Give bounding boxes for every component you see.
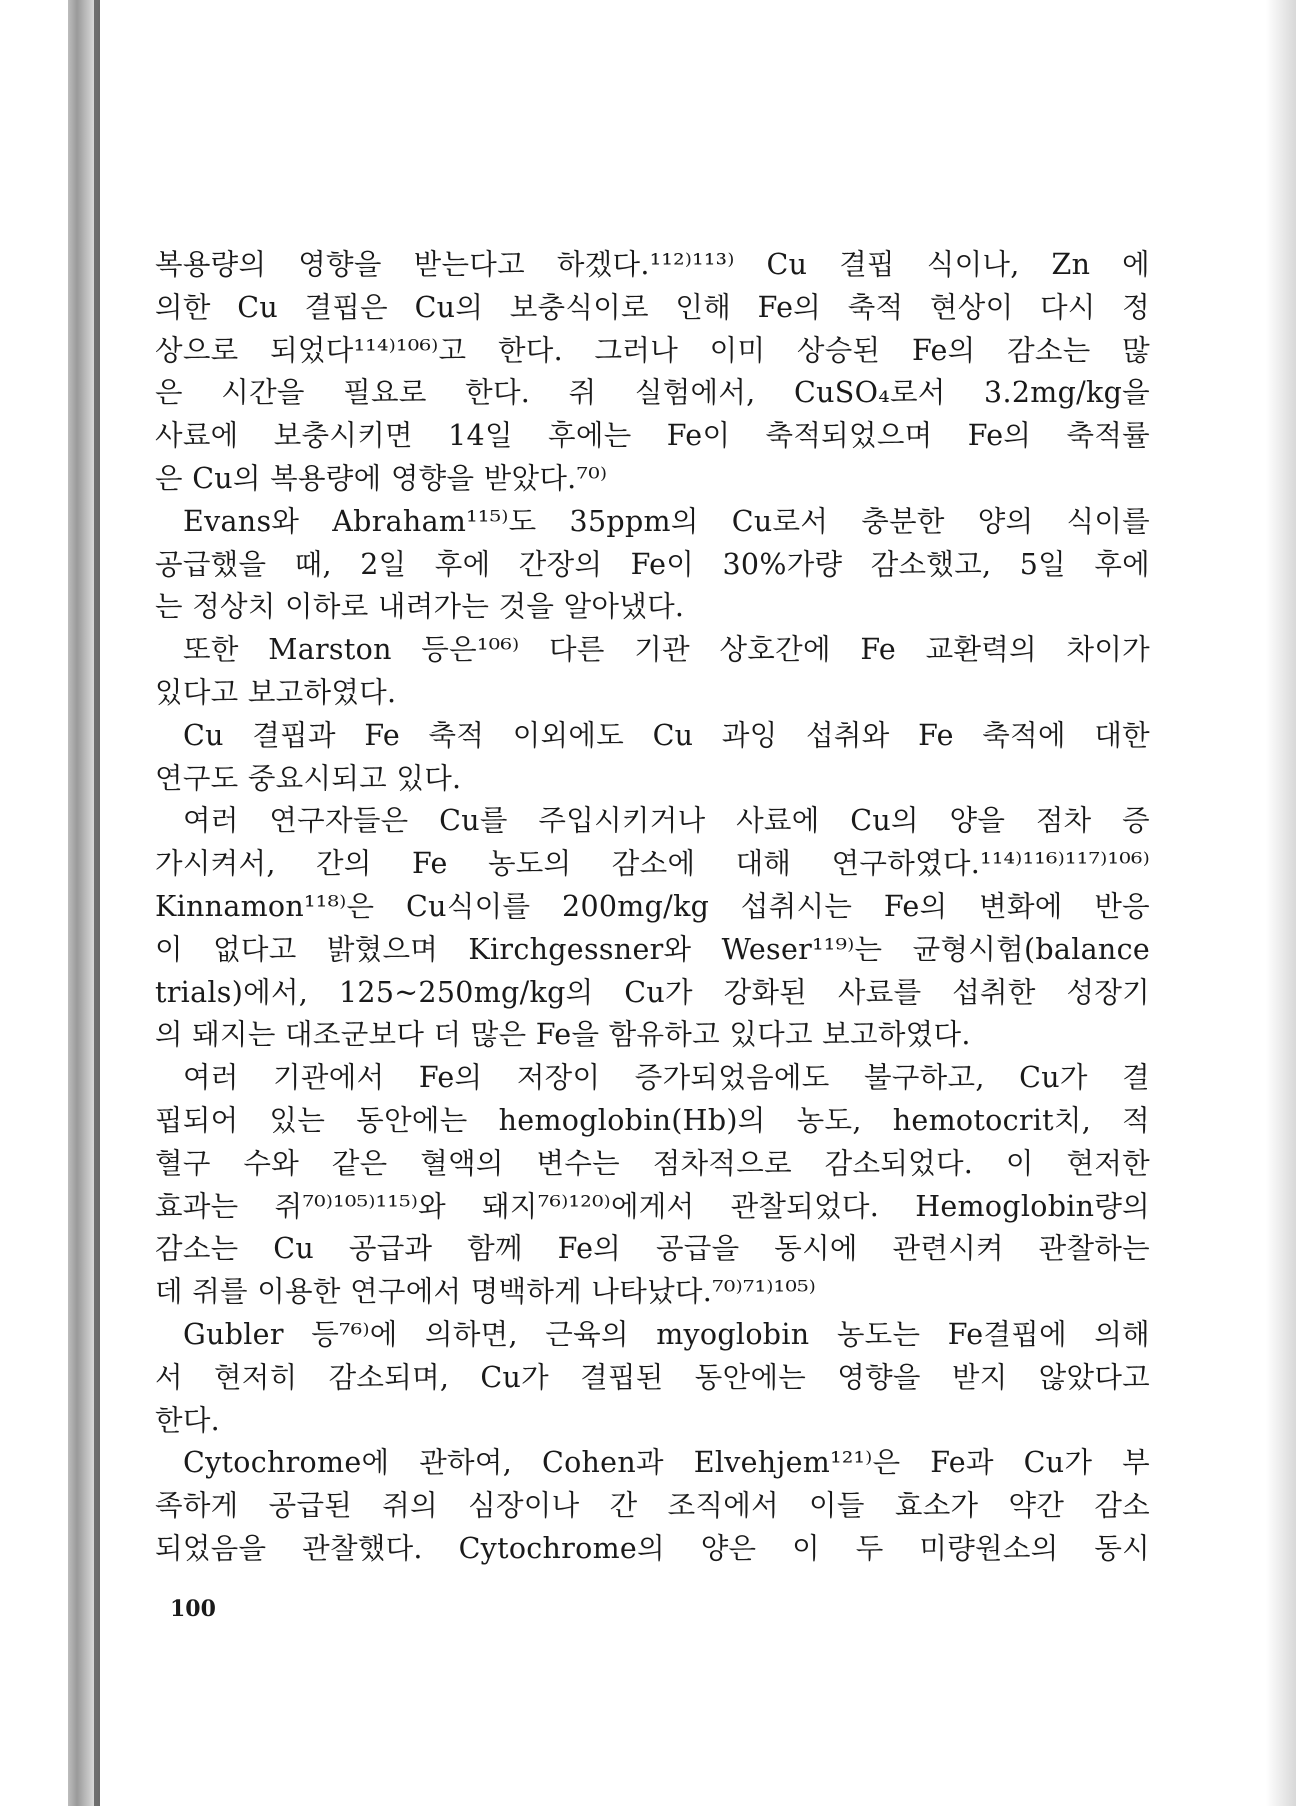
text-line: 연구도 중요시되고 있다. xyxy=(155,761,462,795)
text-line: 복용량의 영향을 받는다고 하겠다.¹¹²⁾¹¹³⁾ Cu 결핍 식이나, Zn 에 xyxy=(155,248,1150,281)
book-right-shadow xyxy=(1266,0,1296,1806)
page-number: 100 xyxy=(170,1596,216,1622)
text-line: 효과는 쥐⁷⁰⁾¹⁰⁵⁾¹¹⁵⁾와 돼지⁷⁶⁾¹²⁰⁾에게서 관찰되었다. Hemoglobin량의 xyxy=(155,1189,1150,1223)
text-line: 의 돼지는 대조군보다 더 많은 Fe을 함유하고 있다고 보고하였다. xyxy=(155,1018,971,1052)
text-line: 은 시간을 필요로 한다. 쥐 실험에서, CuSO₄로서 3.2mg/kg을 xyxy=(155,376,1150,410)
text-line: 또한 Marston 등은¹⁰⁶⁾ 다른 기관 상호간에 Fe 교환력의 차이가 xyxy=(183,633,1150,667)
body-text xyxy=(155,244,1150,1571)
text-line: 이 없다고 밝혔으며 Kirchgessner와 Weser¹¹⁹⁾는 균형시험(balance xyxy=(155,932,1150,966)
text-line: 의한 Cu 결핍은 Cu의 보충식이로 인해 Fe의 축적 현상이 다시 정 xyxy=(155,290,1150,324)
text-line: 여러 연구자들은 Cu를 주입시키거나 사료에 Cu의 양을 점차 증 xyxy=(183,804,1150,838)
text-line: 는 정상치 이하로 내려가는 것을 알아냈다. xyxy=(155,590,685,624)
text-line: 공급했을 때, 2일 후에 간장의 Fe이 30%가량 감소했고, 5일 후에 xyxy=(155,547,1150,581)
text-line: 사료에 보충시키면 14일 후에는 Fe이 축적되었으며 Fe의 축적률 xyxy=(155,419,1150,453)
text-line: Evans와 Abraham¹¹⁵⁾도 35ppm의 Cu로서 충분한 양의 식이를 xyxy=(183,504,1150,538)
text-line: Gubler 등⁷⁶⁾에 의하면, 근육의 myoglobin 농도는 Fe결핍에 의해 xyxy=(183,1317,1150,1351)
text-line: 서 현저히 감소되며, Cu가 결핍된 동안에는 영향을 받지 않았다고 xyxy=(155,1360,1150,1394)
text-line: trials)에서, 125~250mg/kg의 Cu가 강화된 사료를 섭취한 성장기 xyxy=(155,975,1150,1009)
text-line: Cu 결핍과 Fe 축적 이외에도 Cu 과잉 섭취와 Fe 축적에 대한 xyxy=(183,718,1150,752)
text-line: 핍되어 있는 동안에는 hemoglobin(Hb)의 농도, hemotocrit치, 적 xyxy=(155,1103,1150,1137)
text-line: 되었음을 관찰했다. Cytochrome의 양은 이 두 미량원소의 동시 xyxy=(155,1531,1150,1565)
book-spine-shadow xyxy=(68,0,94,1806)
text-line: 은 Cu의 복용량에 영향을 받았다.⁷⁰⁾ xyxy=(155,461,608,495)
text-line: 여러 기관에서 Fe의 저장이 증가되었음에도 불구하고, Cu가 결 xyxy=(183,1061,1150,1095)
text-line: 데 쥐를 이용한 연구에서 명백하게 나타났다.⁷⁰⁾⁷¹⁾¹⁰⁵⁾ xyxy=(155,1275,817,1309)
text-line: Kinnamon¹¹⁸⁾은 Cu식이를 200mg/kg 섭취시는 Fe의 변화에 반응 xyxy=(155,889,1150,923)
text-line: 있다고 보고하였다. xyxy=(155,675,397,709)
text-line: 감소는 Cu 공급과 함께 Fe의 공급을 동시에 관련시켜 관찰하는 xyxy=(155,1232,1150,1266)
text-line: 족하게 공급된 쥐의 심장이나 간 조직에서 이들 효소가 약간 감소 xyxy=(155,1489,1150,1523)
text-line: 한다. xyxy=(155,1403,221,1437)
text-line: 상으로 되었다¹¹⁴⁾¹⁰⁶⁾고 한다. 그러나 이미 상승된 Fe의 감소는 많 xyxy=(155,333,1150,367)
text-line: 혈구 수와 같은 혈액의 변수는 점차적으로 감소되었다. 이 현저한 xyxy=(155,1146,1150,1180)
text-line: 가시켜서, 간의 Fe 농도의 감소에 대해 연구하였다.¹¹⁴⁾¹¹⁶⁾¹¹⁷⁾¹⁰⁶⁾ xyxy=(155,847,1150,881)
text-line: Cytochrome에 관하여, Cohen과 Elvehjem¹²¹⁾은 Fe과 Cu가 부 xyxy=(183,1446,1150,1480)
